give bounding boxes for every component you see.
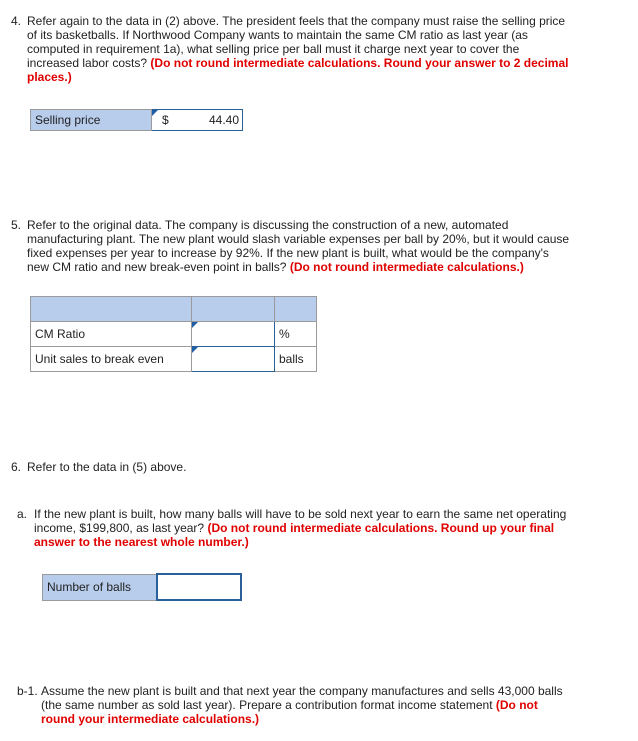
question-6a-instruction-cont: answer to the nearest whole number.) <box>34 535 249 549</box>
question-4 <box>11 14 631 84</box>
question-5-line-2: manufacturing plant. The new plant would slash variable expenses per ball by 20%, but it would cause <box>27 232 570 246</box>
question-4-number: 4. <box>11 14 22 28</box>
header-cell <box>31 297 192 322</box>
question-6b1-line-1: Assume the new plant is built and that next year the company manufactures and sells 43,000 balls <box>41 684 563 698</box>
question-5-line-4 <box>27 260 631 274</box>
table-row <box>31 110 243 131</box>
table-row <box>43 574 242 600</box>
cm-ratio-input[interactable] <box>192 322 275 347</box>
selling-price-table <box>30 109 243 131</box>
question-6b1-line-2-text: (the same number as sold last year). Prepare a contribution format income statement <box>41 698 493 712</box>
question-6b1-instruction: (Do not <box>495 698 538 712</box>
header-cell <box>275 297 317 322</box>
selling-price-label: Selling price <box>31 110 152 131</box>
question-6 <box>11 460 631 474</box>
question-4-line-2: of its basketballs. If Northwood Company wants to maintain the same CM ratio as last year (as <box>27 28 528 42</box>
header-cell <box>192 297 275 322</box>
question-6a-line-1: If the new plant is built, how many balls will have to be sold next year to earn the same net operating <box>34 507 567 521</box>
question-6a <box>17 507 629 549</box>
selling-price-value: 44.40 <box>208 113 239 127</box>
question-6a-line-2 <box>34 521 629 535</box>
break-even-label: Unit sales to break even <box>31 347 192 372</box>
question-5-number: 5. <box>11 218 22 232</box>
question-6-number: 6. <box>11 460 22 474</box>
table-row <box>31 322 317 347</box>
number-of-balls-input[interactable] <box>157 574 241 600</box>
question-6b1-instruction-cont: round your intermediate calculations.) <box>41 712 260 726</box>
question-6b1 <box>17 684 629 726</box>
selling-price-input[interactable] <box>152 110 243 131</box>
question-6b1-line-2 <box>41 698 629 712</box>
question-5-line-4-text: new CM ratio and new break-even point in balls? <box>27 260 287 274</box>
currency-symbol: $ <box>162 113 169 127</box>
question-4-instruction-cont: places.) <box>27 70 72 84</box>
question-6a-instruction: (Do not round intermediate calculations. Round up your final <box>207 521 555 535</box>
question-6a-line-2-text: income, $199,800, as last year? <box>34 521 205 535</box>
corner-marker-icon <box>152 110 158 116</box>
corner-marker-icon <box>192 347 198 353</box>
question-5-line-1: Refer to the original data. The company is discussing the construction of a new, automated <box>27 218 509 232</box>
number-of-balls-label: Number of balls <box>43 574 158 600</box>
question-5-instruction: (Do not round intermediate calculations.) <box>289 260 524 274</box>
question-4-line-4 <box>27 56 631 70</box>
table-header-row <box>31 297 317 322</box>
question-6-text: Refer to the data in (5) above. <box>27 460 187 474</box>
cm-ratio-table <box>30 296 317 372</box>
break-even-unit: balls <box>275 347 317 372</box>
question-4-line-4-text: increased labor costs? <box>27 56 148 70</box>
cm-ratio-unit: % <box>275 322 317 347</box>
number-of-balls-table <box>42 573 242 601</box>
break-even-input[interactable] <box>192 347 275 372</box>
question-6b1-letter: b-1. <box>17 684 38 698</box>
cm-ratio-label: CM Ratio <box>31 322 192 347</box>
table-row <box>31 347 317 372</box>
question-5 <box>11 218 631 274</box>
question-6a-letter: a. <box>17 507 28 521</box>
question-4-line-1: Refer again to the data in (2) above. The president feels that the company must raise the selling price <box>27 14 566 28</box>
question-4-line-3: computed in requirement 1a), what selling price per ball must it charge next year to cover the <box>27 42 520 56</box>
corner-marker-icon <box>192 322 198 328</box>
question-5-line-3: fixed expenses per year to increase by 92%. If the new plant is built, what would be the company's <box>27 246 549 260</box>
question-4-instruction: (Do not round intermediate calculations. Round your answer to 2 decimal <box>150 56 569 70</box>
